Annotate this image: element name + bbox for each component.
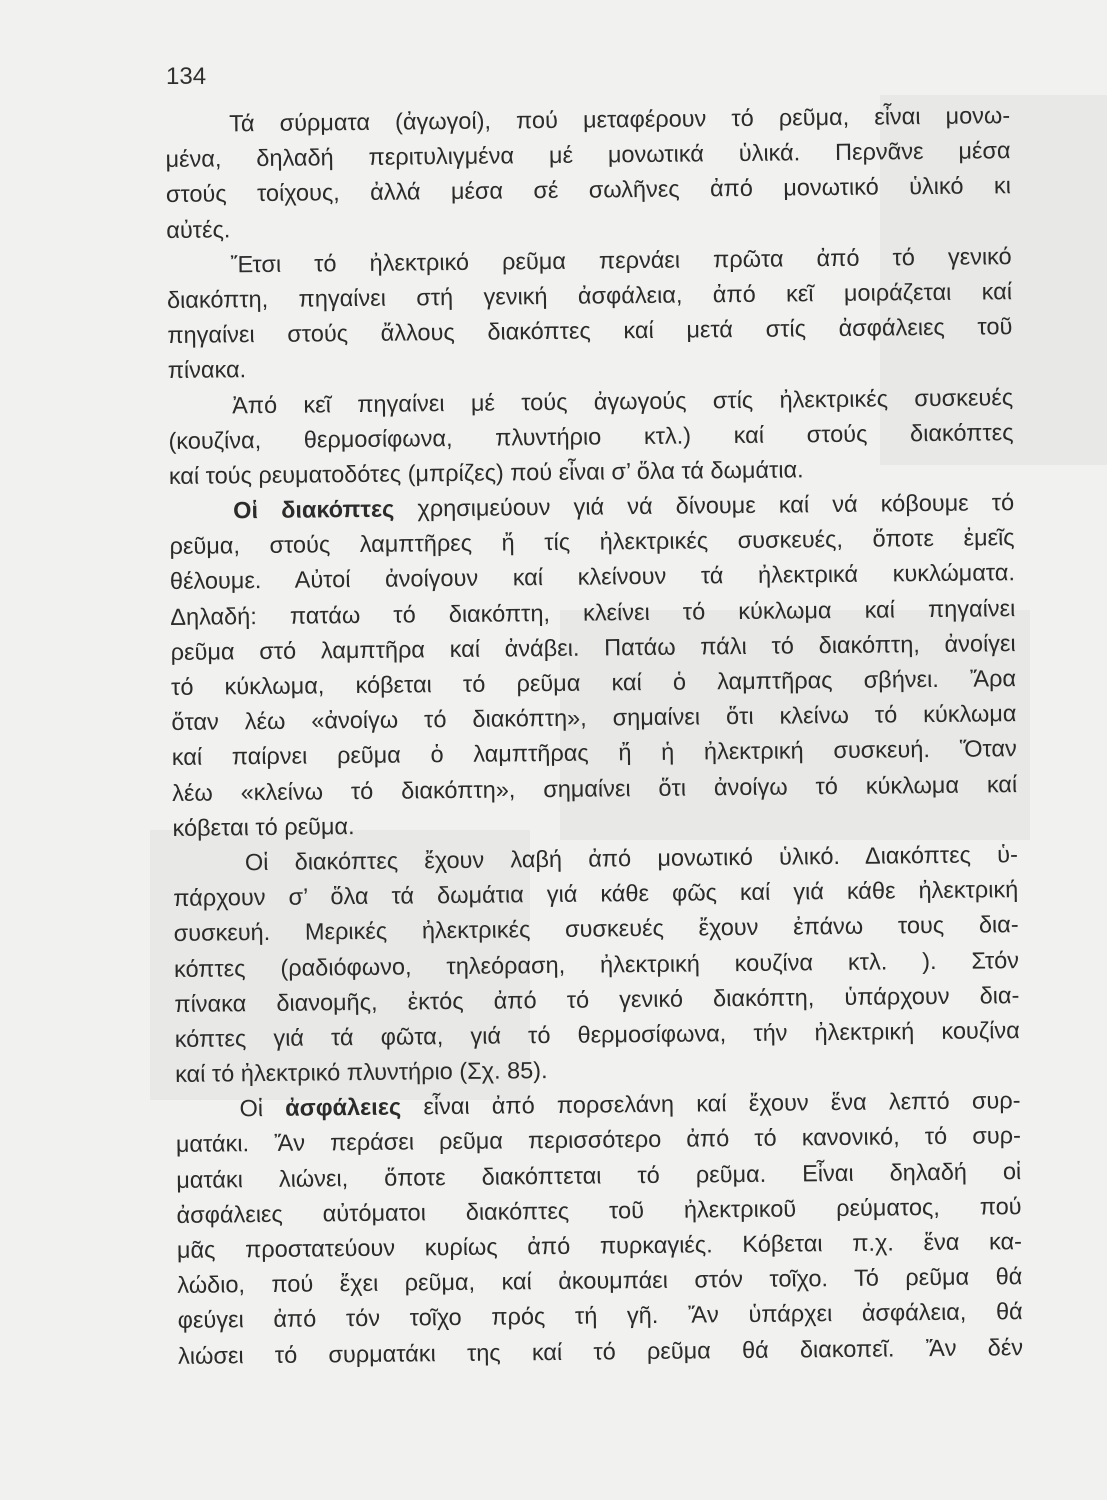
text-line: ἀσφάλειες αὐτόματοι διακόπτες τοῦ ἠλεκτρικοῦ ρεύματος, πού (176, 1192, 1022, 1228)
text-line: καί τό ἠλεκτρικό πλυντήριο (Σχ. 85). (174, 1057, 548, 1088)
text-line: θέλουμε. Αὐτοί ἀνοίγουν καί κλείνουν τά ἠλεκτρικά κυκλώματα. (169, 559, 1016, 595)
text-line: πάρχουν σ’ ὅλα τά δωμάτια γιά κάθε φῶς καί γιά κάθε ἠλεκτρική (173, 876, 1019, 912)
text-line: Τά σύρματα (ἀγωγοί), πού μεταφέρουν τό ρεῦμα, εἶναι μονω- (229, 102, 1011, 137)
text-line: πίνακα. (167, 356, 247, 384)
text-line: ματάκι λιώνει, ὅποτε διακόπτεται τό ρεῦμα. Εἶναι δηλαδή οἱ (176, 1157, 1022, 1193)
text-line: Δηλαδή: πατάω τό διακόπτη, κλείνει τό κύκλωμα καί πηγαίνει (170, 594, 1016, 630)
text-line: Ἔτσι τό ἠλεκτρικό ρεῦμα περνάει πρῶτα ἀπό τό γενικό (230, 242, 1012, 278)
text-line: ρεῦμα, στούς λαμπτῆρες ἤ τίς ἠλεκτρικές συσκευές, ὅποτε ἐμεῖς (169, 524, 1015, 560)
text-line: μᾶς προστατεύουν κυρίως ἀπό πυρκαγιές. Κόβεται π.χ. ἕνα κα- (176, 1228, 1023, 1263)
text-line: διακόπτη, πηγαίνει στή γενική ἀσφάλεια, ἀπό κεῖ μοιράζεται καί (166, 278, 1013, 313)
text-line: καί παίρνει ρεῦμα ὁ λαμπτῆρας ἤ ἡ ἠλεκτρική συσκευή. Ὅταν (171, 735, 1017, 771)
text-line: ματάκι. Ἄν περάσει ρεῦμα περισσότερο ἀπό τό κανονικό, τό συρ- (175, 1122, 1021, 1158)
text-line: καί τούς ρευματοδότες (μπρίζες) πού εἶναι σ’ ὅλα τά δωμάτια. (168, 456, 804, 489)
text-segment: Οἱ (239, 1095, 264, 1122)
text-line: (κουζίνα, θερμοσίφωνα, πλυντήριο κτλ.) καί στούς διακόπτες (168, 418, 1014, 454)
text-line: κόβεται τό ρεῦμα. (172, 812, 355, 841)
text-segment: εἶναι ἀπό πορσελάνη καί ἔχουν ἕνα λεπτό συρ- (423, 1087, 1021, 1120)
text-line: λιώσει τό συρματάκι της καί τό ρεῦμα θά διακοπεῖ. Ἄν δέν (177, 1333, 1024, 1369)
text-line: πίνακα διανομῆς, ἐκτός ἀπό τό γενικό διακόπτη, ὑπάρχουν δια- (174, 981, 1020, 1017)
text-line: συσκευή. Μερικές ἠλεκτρικές συσκευές ἔχουν ἐπάνω τους δια- (173, 911, 1019, 947)
text-line: τό κύκλωμα, κόβεται τό ρεῦμα καί ὁ λαμπτῆρας σβήνει. Ἄρα (170, 665, 1017, 700)
text-line: Ἀπό κεῖ πηγαίνει μέ τούς ἀγωγούς στίς ἠλεκτρικές συσκευές (231, 383, 1014, 418)
text-line: λέω «κλείνω τό διακόπτη», σημαίνει ὅτι ἀνοίγω τό κύκλωμα καί (172, 770, 1018, 806)
page-number: 134 (166, 63, 207, 90)
text-line: αὐτές. (166, 215, 231, 243)
bold-term-fuses: ἀσφάλειες (285, 1093, 402, 1122)
text-line: λώδιο, πού ἔχει ρεῦμα, καί ἀκουμπάει στόν τοῖχο. Τό ρεῦμα θά (177, 1263, 1023, 1299)
text-line: φεύγει ἀπό τόν τοῖχο πρός τή γῆ. Ἄν ὑπάρχει ἀσφάλεια, θά (177, 1298, 1023, 1334)
text-line: μένα, δηλαδή περιτυλιγμένα μέ μονωτικά ὑλικά. Περνᾶνε μέσα (165, 137, 1011, 173)
text-line: Οἱ διακόπτες ἔχουν λαβή ἀπό μονωτικό ὑλικό. Διακόπτες ὑ- (244, 841, 1019, 876)
text-line: κόπτες γιά τά φῶτα, γιά τό θερμοσίφωνα, τήν ἠλεκτρική κουζίνα (174, 1016, 1020, 1052)
text-segment: χρησιμεύουν γιά νά δίνουμε καί νά κόβουμε τό (417, 489, 1015, 522)
text-line: πηγαίνει στούς ἄλλους διακόπτες καί μετά στίς ἀσφάλειες τοῦ (167, 313, 1013, 349)
text-line: στούς τοίχους, ἀλλά μέσα σέ σωλῆνες ἀπό μονωτικό ὑλικό κι (165, 172, 1012, 208)
bold-term-switches: Οἱ διακόπτες (233, 495, 395, 524)
body-text (165, 98, 1023, 1374)
text-line: ὅταν λέω «ἀνοίγω τό διακόπτη», σημαίνει ὅτι κλείνω τό κύκλωμα (171, 700, 1017, 736)
text-line: κόπτες (ραδιόφωνο, τηλεόραση, ἠλεκτρική κουζίνα κτλ. ). Στόν (173, 946, 1020, 982)
text-line: ρεῦμα στό λαμπτῆρα καί ἀνάβει. Πατάω πάλι τό διακόπτη, ἀνοίγει (170, 629, 1016, 665)
